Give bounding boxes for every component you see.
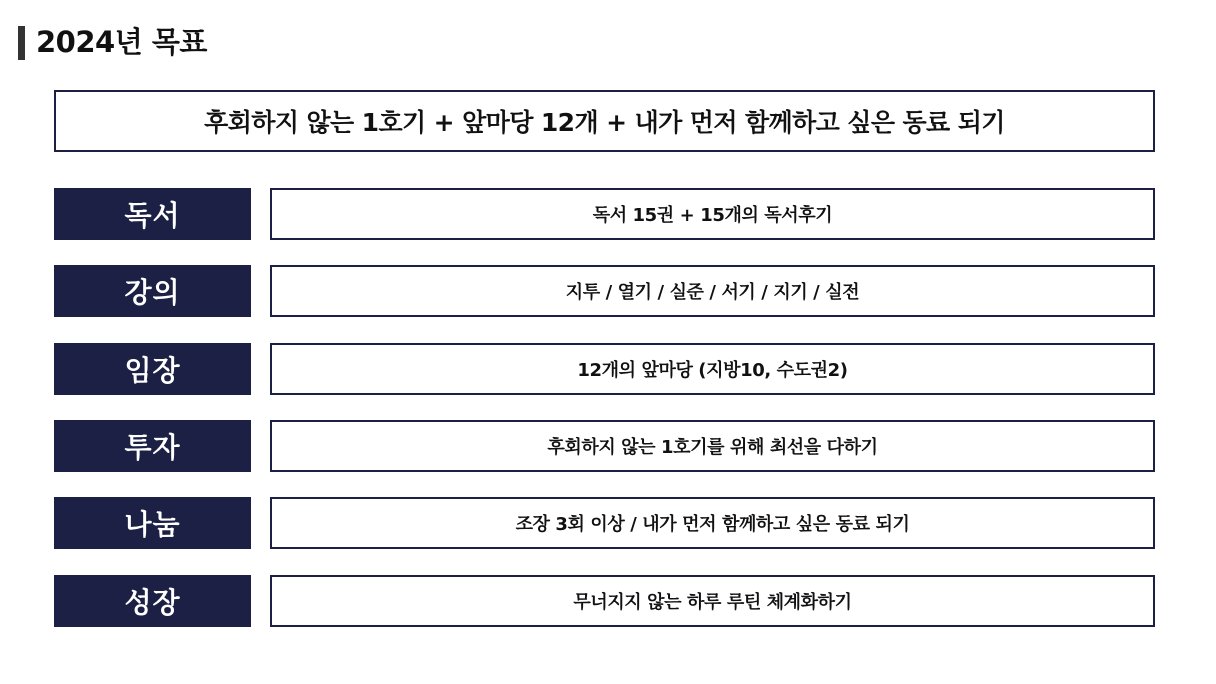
goal-category-label: 임장 <box>54 343 251 395</box>
goal-row-reading <box>54 188 1155 240</box>
goal-row-growth <box>54 575 1155 627</box>
goal-category-label: 독서 <box>54 188 251 240</box>
goal-row-lecture <box>54 265 1155 317</box>
page-title: 2024년 목표 <box>36 25 207 59</box>
summary-banner: 후회하지 않는 1호기 + 앞마당 12개 + 내가 먼저 함께하고 싶은 동료 되기 <box>54 90 1155 152</box>
goal-row-field-visit <box>54 343 1155 395</box>
goal-description: 조장 3회 이상 / 내가 먼저 함께하고 싶은 동료 되기 <box>270 497 1155 549</box>
title-accent-bar <box>18 26 25 60</box>
goal-description: 무너지지 않는 하루 루틴 체계화하기 <box>270 575 1155 627</box>
goal-category-label: 강의 <box>54 265 251 317</box>
goal-description: 독서 15권 + 15개의 독서후기 <box>270 188 1155 240</box>
goal-category-label: 투자 <box>54 420 251 472</box>
goal-category-label: 나눔 <box>54 497 251 549</box>
goal-description: 후회하지 않는 1호기를 위해 최선을 다하기 <box>270 420 1155 472</box>
goal-description: 지투 / 열기 / 실준 / 서기 / 지기 / 실전 <box>270 265 1155 317</box>
goal-category-label: 성장 <box>54 575 251 627</box>
goal-row-investment <box>54 420 1155 472</box>
goal-description: 12개의 앞마당 (지방10, 수도권2) <box>270 343 1155 395</box>
goal-row-sharing <box>54 497 1155 549</box>
